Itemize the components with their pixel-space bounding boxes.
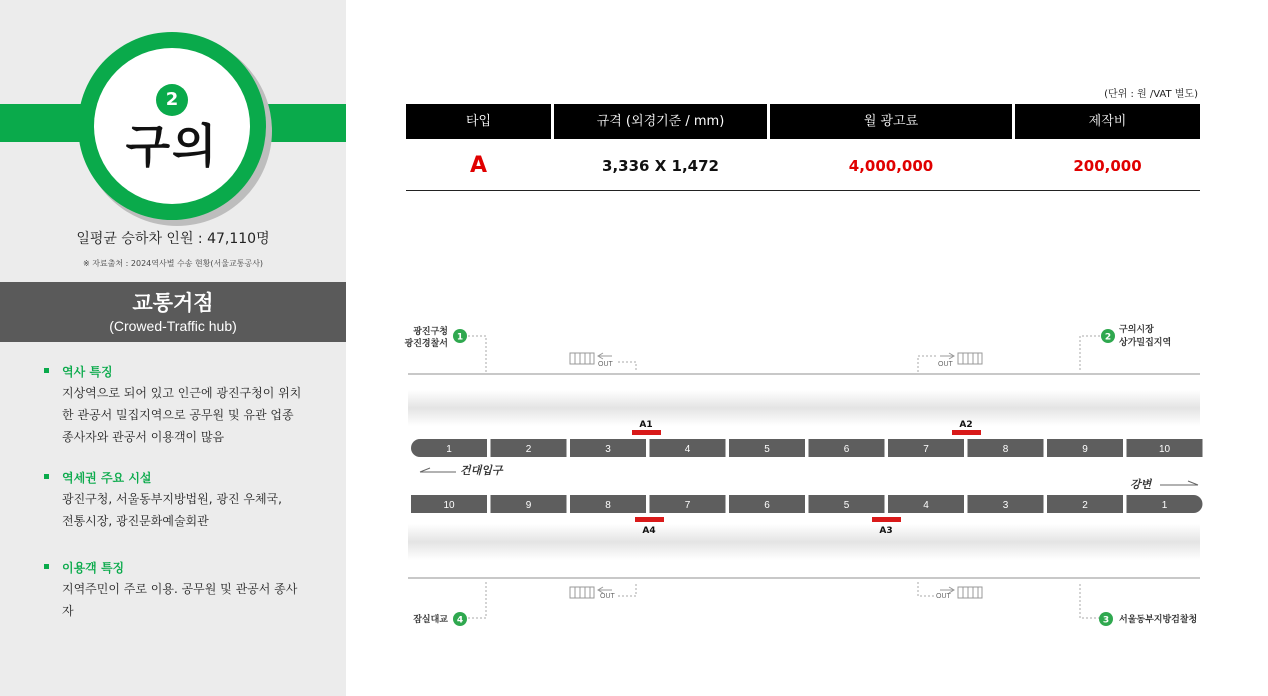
cell-type: A: [469, 153, 488, 178]
top-car-label: 2: [525, 444, 532, 455]
feature-head: 역사 특징: [62, 365, 113, 379]
direction-right-label: 강변: [1130, 478, 1152, 491]
feature-head: 역세권 주요 시설: [62, 471, 152, 485]
top-car-label: 3: [605, 444, 611, 455]
train-top: [411, 439, 1203, 457]
ad-marker-a4: [635, 517, 664, 522]
bottom-car-label: 4: [923, 500, 929, 511]
daily-riders: 일평균 승하차 인원 : 47,110명: [76, 231, 270, 247]
exit-3-label: 서울동부지방검찰청: [1119, 615, 1198, 625]
ad-marker-a3: [872, 517, 901, 522]
feature-line: 한 관공서 밀집지역으로 공무원 및 유관 업종: [62, 408, 294, 422]
exit-3: [1099, 612, 1197, 626]
header-monthly-fee: 월 광고료: [770, 104, 1012, 139]
header-type: 타입: [406, 104, 551, 139]
out-label: OUT: [938, 361, 953, 368]
feature-line: 종사자와 관공서 이용객이 많음: [62, 430, 225, 444]
out-label: OUT: [598, 361, 613, 368]
ad-label-a1: A1: [639, 420, 653, 430]
bottom-car-label: 10: [443, 500, 455, 511]
cell-monthly-fee: 4,000,000: [848, 157, 934, 175]
feature-head: 이용객 특징: [62, 561, 125, 575]
data-source: ※ 자료출처 : 2024역사별 수송 현황(서울교통공사): [82, 259, 264, 268]
exit-1: [405, 325, 467, 349]
track-top: [408, 390, 1200, 426]
track-bottom: [408, 524, 1200, 560]
direction-left-label: 건대입구: [460, 464, 503, 477]
exit-1-label1: 광진구청: [413, 327, 448, 337]
feature-line: 전통시장, 광진문화예술회관: [62, 514, 209, 528]
ad-label-a3: A3: [879, 526, 893, 536]
exit-3-number: 3: [1102, 615, 1110, 626]
bottom-car-label: 9: [525, 500, 532, 511]
bottom-car-label: 2: [1082, 500, 1088, 511]
top-car-label: 8: [1002, 444, 1009, 455]
bottom-car-label: 1: [1161, 500, 1168, 511]
exit-2-path: [1080, 336, 1100, 372]
feature-line: 자: [62, 604, 74, 618]
feature-line: 광진구청, 서울동부지방법원, 광진 우체국,: [62, 492, 282, 506]
top-car-label: 1: [446, 444, 452, 455]
line-number-badge: 2: [156, 84, 188, 116]
feature-line: 지역주민이 주로 이용. 공무원 및 관공서 종사: [62, 582, 298, 596]
exit-4-path: [468, 582, 486, 618]
top-car-label: 5: [764, 444, 770, 455]
exit-4-label: 잠실대교: [413, 615, 448, 625]
exit-2-number: 2: [1104, 332, 1112, 343]
direction-left: [420, 464, 504, 477]
bottom-car-label: 5: [843, 500, 850, 511]
ad-marker-a1: [632, 430, 661, 435]
top-car-label: 6: [843, 444, 850, 455]
exit-1-label2: 광진경찰서: [404, 339, 448, 349]
hub-title: 교통거점: [132, 291, 214, 315]
cell-production-fee: 200,000: [1073, 157, 1142, 175]
hub-subtitle: (Crowed-Traffic hub): [109, 318, 237, 334]
out-label: OUT: [600, 593, 615, 600]
out-label: OUT: [936, 593, 951, 600]
top-car-label: 9: [1082, 444, 1088, 455]
feature-line: 지상역으로 되어 있고 인근에 광진구청이 위치: [62, 386, 302, 400]
direction-right: [1130, 478, 1198, 491]
header-production-fee: 제작비: [1015, 104, 1200, 139]
station-name: 구의: [125, 119, 219, 173]
header-size: 규격 (외경기준 / mm): [554, 104, 767, 139]
top-car-label: 10: [1158, 444, 1171, 455]
bottom-car-label: 8: [605, 500, 611, 511]
ad-label-a2: A2: [959, 420, 973, 430]
top-car-label: 4: [684, 444, 691, 455]
ad-marker-a2: [952, 430, 981, 435]
unit-note: (단위 : 원 /VAT 별도): [1104, 89, 1198, 100]
exit-4: [413, 612, 467, 626]
exit-2: [1101, 323, 1171, 348]
exit-4-number: 4: [456, 615, 464, 626]
exit-1-path: [468, 336, 486, 372]
bottom-car-label: 3: [1002, 500, 1009, 511]
bottom-car-label: 7: [684, 500, 691, 511]
exit-2-label2: 상가밀집지역: [1119, 338, 1172, 348]
bottom-car-label: 6: [764, 500, 770, 511]
exit-2-label1: 구의시장: [1119, 325, 1154, 335]
exit-1-number: 1: [456, 332, 464, 343]
train-bottom: [411, 495, 1203, 513]
cell-size: 3,336 X 1,472: [602, 157, 719, 175]
exit-3-path: [1080, 582, 1100, 618]
top-car-label: 7: [923, 444, 929, 455]
ad-label-a4: A4: [642, 526, 656, 536]
